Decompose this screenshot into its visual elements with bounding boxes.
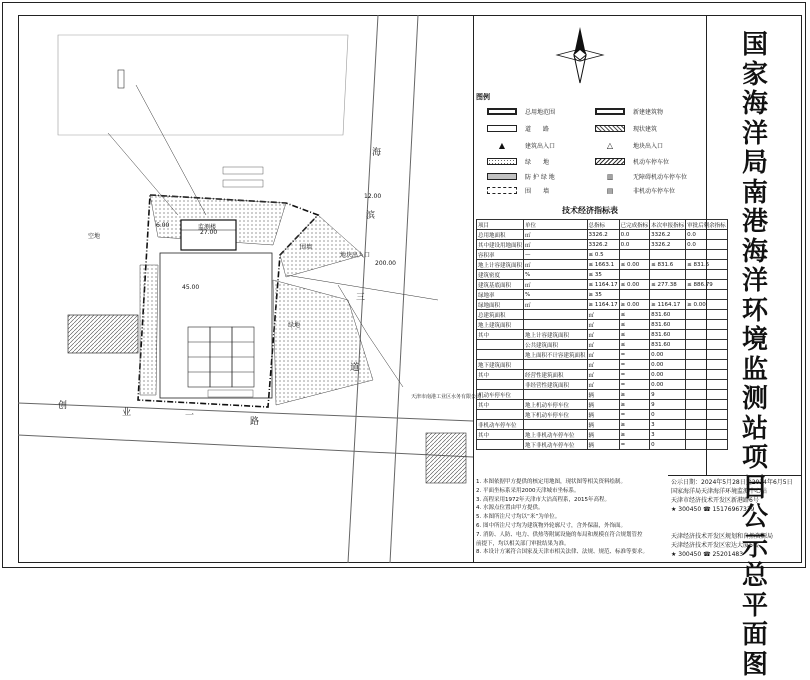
table-cell: ≤ 1164.17 xyxy=(588,281,618,288)
table-cell: 辆 xyxy=(587,400,619,410)
table-row xyxy=(477,240,728,250)
table-row xyxy=(477,300,728,310)
table-row xyxy=(477,420,728,430)
table-cell: 非经营性建筑面积 xyxy=(524,380,588,390)
table-title: 技术经济指标表 xyxy=(562,206,618,215)
note-line: 5. 本图所注尺寸均以“米”为单位。 xyxy=(476,514,561,521)
indicator-table xyxy=(476,219,728,450)
table-cell: 建筑密度 xyxy=(477,270,524,280)
table-cell: 地下建筑面积 xyxy=(477,360,524,370)
table-cell xyxy=(650,290,686,300)
table-cell: ≤ 0.00 xyxy=(619,280,650,290)
table-cell: 3 xyxy=(650,420,686,430)
table-cell: 地上机动车停车位 xyxy=(524,400,588,410)
open-land-label: 空地 xyxy=(88,233,101,240)
table-row xyxy=(477,280,728,290)
table-row xyxy=(477,380,728,390)
table-cell: 0.00 xyxy=(650,350,686,360)
legend-item: ▤ 非机动车停车位 xyxy=(606,186,676,195)
legend-item: 现状建筑 xyxy=(595,124,657,133)
table-cell xyxy=(477,440,524,450)
table-cell: 831.60 xyxy=(650,320,686,330)
table-cell: ㎡ xyxy=(587,360,619,370)
table-cell: ≤ 886.79 xyxy=(686,280,728,290)
table-cell: 0.00 xyxy=(650,370,686,380)
legend-item: ▥ 无障碍机动车停车位 xyxy=(606,172,688,181)
table-cell: 831.60 xyxy=(650,310,686,320)
road-label-south-2: 业 xyxy=(122,408,132,418)
table-cell: ≤ 831.5 xyxy=(686,260,728,270)
table-cell: ≤ 0.5 xyxy=(587,250,619,260)
table-row xyxy=(477,320,728,330)
notice-line: 天津经济技术开发区规划和自然资源局 xyxy=(671,533,774,540)
table-cell: % xyxy=(524,290,588,300)
parking-spaces xyxy=(188,327,254,387)
header-cell: 总指标 xyxy=(587,220,619,230)
table-cell: 其中建设用地面积 xyxy=(477,240,524,250)
legend-item: △ 地块出入口 xyxy=(606,141,664,150)
table-cell: 绿地面积 xyxy=(477,300,524,310)
notice-line: 天津经济技术开发区宏达大厦6楼 xyxy=(671,542,759,549)
notice-line: 天津市经济技术开发区新港路6号 xyxy=(671,497,759,504)
table-cell: ㎡ xyxy=(524,240,588,250)
dim-6-label: 6.00 xyxy=(156,222,170,229)
table-cell: = xyxy=(619,410,650,420)
table-cell: ㎡ xyxy=(587,380,619,390)
table-row xyxy=(477,400,728,410)
north-arrow-icon xyxy=(555,25,605,85)
table-cell: 非机动车停车位 xyxy=(477,420,524,430)
table-cell: ≥ 1164.17 xyxy=(650,300,686,310)
table-row xyxy=(477,360,728,370)
table-cell: 建筑基底面积 xyxy=(477,280,524,290)
road-label-east-3: 三 xyxy=(356,293,366,303)
note-line: 3. 高程采用1972年天津市大沽高程系，2015年高程。 xyxy=(476,496,610,503)
table-cell: 其中 xyxy=(477,400,524,410)
table-cell: 地上建筑面积 xyxy=(477,320,524,330)
legend-item: 绿 地 xyxy=(487,157,549,166)
table-row xyxy=(477,430,728,440)
table-cell xyxy=(524,320,588,330)
table-cell: ㎡ xyxy=(587,310,619,320)
table-cell xyxy=(524,360,588,370)
table-cell xyxy=(477,380,524,390)
table-cell: 0.00 xyxy=(650,360,686,370)
table-cell: ≥ xyxy=(619,430,650,440)
table-cell: ≥ xyxy=(619,420,650,430)
table-cell: ≤ xyxy=(619,320,650,330)
table-cell: 辆 xyxy=(587,390,619,400)
table-cell: ㎡ xyxy=(587,350,619,360)
table-header xyxy=(477,220,728,230)
table-row xyxy=(477,310,728,320)
table-row xyxy=(477,340,728,350)
table-cell: ≤ xyxy=(619,310,650,320)
table-cell: = xyxy=(619,440,650,450)
table-cell: 3326.2 xyxy=(587,230,619,240)
table-cell: 地上计容建筑面积 xyxy=(477,260,524,270)
table-cell: 总用地面积 xyxy=(477,230,524,240)
note-line: 7. 消防、人防、电力、供热等附属设施的布局和规模在符合规划管控 xyxy=(476,531,643,538)
table-cell: 总建筑面积 xyxy=(477,310,524,320)
notice-line: ★ 300450 ☎ 15176967339 xyxy=(671,506,755,513)
table-cell: ≥ xyxy=(619,390,650,400)
table-row xyxy=(477,370,728,380)
table-cell: 其中 xyxy=(477,370,524,380)
site-plan xyxy=(18,15,473,563)
legend-item: 机动车停车位 xyxy=(595,157,669,166)
table-cell: — xyxy=(524,250,588,260)
table-cell: ㎡ xyxy=(524,260,588,270)
table-cell: 3326.2 xyxy=(587,240,619,250)
legend-item: ▲ 建筑出入口 xyxy=(498,141,556,150)
road-label-east-2: 滨 xyxy=(366,211,376,221)
table-cell: ≤ 0.00 xyxy=(619,260,650,270)
road-label-east-1: 海 xyxy=(372,148,382,158)
table-cell: 0.0 xyxy=(619,230,650,240)
table-cell: ㎡ xyxy=(587,320,619,330)
road-label-south-4: 路 xyxy=(250,417,260,427)
table-cell: 辆 xyxy=(587,440,619,450)
table-cell: 地下非机动车停车位 xyxy=(524,440,588,450)
table-cell xyxy=(619,250,650,260)
building-label: 监测楼 xyxy=(198,224,217,231)
table-row xyxy=(477,410,728,420)
note-line: 2. 平面坐标系采用2000天津城市坐标系。 xyxy=(476,487,580,494)
legend-item: 总用地范围 xyxy=(487,107,555,116)
table-cell: ㎡ xyxy=(524,280,588,290)
note-line: 1. 本图依据甲方提供的核定用地图，现状图等相关资料绘制。 xyxy=(476,479,626,485)
table-cell: ㎡ xyxy=(587,340,619,350)
table-row xyxy=(477,230,728,240)
neighbor-label: 天津市南港工业区水务有限公司 xyxy=(411,394,482,400)
table-cell xyxy=(650,270,686,280)
table-cell: 辆 xyxy=(587,430,619,440)
table-row xyxy=(477,290,728,300)
note-line: 8. 本设计方案符合国家及天津市相关法律、法规、规范、标准等要求。 xyxy=(476,549,648,556)
table-cell: 地上非机动车停车位 xyxy=(524,430,588,440)
table-cell: 辆 xyxy=(587,420,619,430)
page-title: 国 家 海 洋 局 南 港 海 洋 环 境 监 测 站 项 目 公 示 总 平 面 图 xyxy=(741,30,768,680)
table-cell: ≥ 1164.17 xyxy=(588,301,618,308)
table-cell: = xyxy=(619,370,650,380)
table-cell: 0 xyxy=(650,410,686,420)
table-row xyxy=(477,270,728,280)
table-cell: 0.0 xyxy=(686,230,728,240)
entrance-label: 地块出入口 xyxy=(340,252,371,259)
table-cell: 3326.2 xyxy=(650,240,686,250)
table-cell: ≤ 1663.1 xyxy=(587,260,619,270)
table-cell: ≥ 0.00 xyxy=(619,300,650,310)
table-cell: ㎡ xyxy=(524,230,588,240)
note-line: 6. 图中所注尺寸均为建筑物外轮廓尺寸，含外保温，外饰面。 xyxy=(476,522,626,529)
table-row xyxy=(477,250,728,260)
table-cell xyxy=(477,410,524,420)
table-cell xyxy=(524,390,588,400)
table-cell: 831.60 xyxy=(650,330,686,340)
table-cell: 公共建筑面积 xyxy=(524,340,588,350)
note-line: 前提下，均以相关部门审批结果为准。 xyxy=(476,540,570,547)
table-cell xyxy=(524,420,588,430)
table-cell: 容积率 xyxy=(477,250,524,260)
table-cell: 0 xyxy=(650,440,686,450)
table-cell: 3 xyxy=(650,430,686,440)
table-row xyxy=(477,260,728,270)
table-cell: % xyxy=(524,270,588,280)
road-label-south-1: 创 xyxy=(58,401,68,411)
table-cell xyxy=(619,270,650,280)
legend-item: 防 护 绿 地 xyxy=(487,172,555,181)
table-cell: 9 xyxy=(650,400,686,410)
table-cell: = xyxy=(619,380,650,390)
table-cell: 辆 xyxy=(587,410,619,420)
existing-building xyxy=(68,315,138,353)
table-cell: 831.60 xyxy=(650,340,686,350)
table-cell: ≤ 277.38 xyxy=(650,280,686,290)
table-cell: ㎡ xyxy=(524,300,588,310)
header-cell: 项目 xyxy=(477,220,524,230)
table-cell: ≤ 35 xyxy=(587,270,619,280)
table-cell: = xyxy=(619,360,650,370)
header-cell: 审批后剩余指标 xyxy=(686,220,728,230)
fence-label: 围墙 xyxy=(300,244,313,251)
notice-line: 公示日期：2024年5月28日至2024年6月5日 xyxy=(671,479,793,486)
legend-item: 新建建筑物 xyxy=(595,107,663,116)
table-cell: ㎡ xyxy=(587,330,619,340)
table-cell xyxy=(619,290,650,300)
table-cell: ≥ 35 xyxy=(587,290,619,300)
road-label-south-3: 一 xyxy=(185,411,195,421)
dim-200-label: 200.00 xyxy=(375,260,396,267)
dim-45-label: 45.00 xyxy=(182,284,200,291)
legend-title: 图例 xyxy=(476,93,490,101)
table-cell: 地上计容建筑面积 xyxy=(524,330,588,340)
table-cell: ≥ 0.00 xyxy=(686,300,728,310)
table-cell: 其中 xyxy=(477,330,524,340)
green-label: 绿地 xyxy=(288,322,301,329)
notice-box xyxy=(668,475,802,563)
table-cell xyxy=(524,310,588,320)
notice-line: 国家海洋局天津海洋环境监测中心站 xyxy=(671,488,768,495)
table-cell: 地上面积不计容建筑面积 xyxy=(524,350,588,360)
table-cell: 9 xyxy=(650,390,686,400)
notice-line: ★ 300450 ☎ 25201483 xyxy=(671,551,744,558)
header-cell: 本次申报指标 xyxy=(650,220,686,230)
table-cell: 0.0 xyxy=(686,240,728,250)
notice-line xyxy=(671,514,799,523)
table-row xyxy=(477,390,728,400)
table-cell: 0.00 xyxy=(650,380,686,390)
table-cell: ≤ xyxy=(619,330,650,340)
table-cell xyxy=(477,350,524,360)
table-row xyxy=(477,440,728,450)
table-cell: = xyxy=(619,350,650,360)
table-cell xyxy=(477,340,524,350)
table-cell: 经营性建筑面积 xyxy=(524,370,588,380)
table-row xyxy=(477,350,728,360)
table-cell: 3326.2 xyxy=(650,230,686,240)
table-cell: ≤ xyxy=(619,340,650,350)
building-height: 27.00 xyxy=(200,229,218,236)
table-cell: 0.0 xyxy=(619,240,650,250)
table-cell: 机动车停车位 xyxy=(477,390,524,400)
table-cell: ≥ xyxy=(619,400,650,410)
table-cell: 其中 xyxy=(477,430,524,440)
header-cell: 单位 xyxy=(524,220,588,230)
table-cell: ≤ 831.6 xyxy=(650,260,686,270)
note-line: 4. 水源点位置由甲方提供。 xyxy=(476,505,544,512)
notice-line xyxy=(671,523,799,532)
legend-item: 围 墙 xyxy=(487,186,549,195)
table-cell: 绿地率 xyxy=(477,290,524,300)
legend-item: 道 路 xyxy=(487,124,549,133)
notes xyxy=(476,478,666,557)
dim-12-label: 12.00 xyxy=(364,193,382,200)
table-row xyxy=(477,330,728,340)
header-cell: 已完成指标 xyxy=(619,220,650,230)
road-label-east-4: 道 xyxy=(350,363,360,373)
table-cell xyxy=(650,250,686,260)
table-cell: ㎡ xyxy=(587,370,619,380)
table-cell: 地下机动车停车位 xyxy=(524,410,588,420)
